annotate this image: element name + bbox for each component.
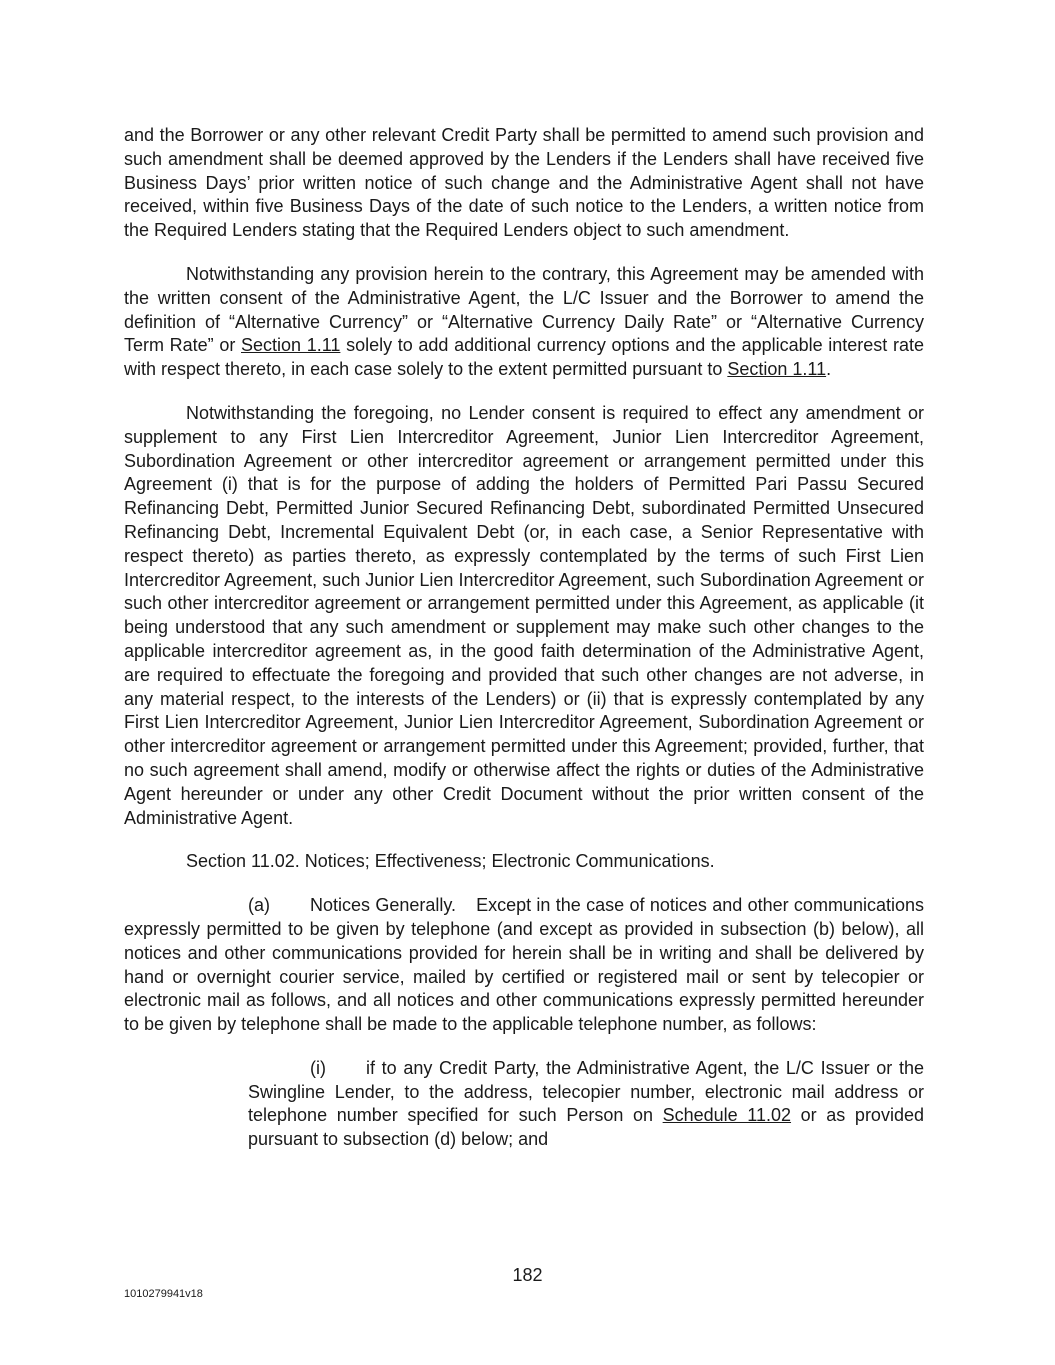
document-id: 1010279941v18 <box>124 1288 203 1300</box>
subsection-label: (a) <box>248 895 270 916</box>
paragraph-intercreditor: Notwithstanding the foregoing, no Lender consent is required to effect any amendment or supplement to any First Lien Intercreditor Agreement, Junior Lien Intercreditor Agreement, Subordination Agreement or other intercreditor agreement or arrangement permitted under this Agreement (i) that is for the purpose of adding the holders of Permitted Pari Passu Secured Refinancing Debt, Permitted Junior Secured Refinancing Debt, subordinated Permitted Unsecured Refinancing Debt, Incremental Equivalent Debt (or, in each case, a Senior Representative with respect thereto) as parties thereto, as expressly contemplated by the terms of such First Lien Intercreditor Agreement, such Junior Lien Intercreditor Agreement, such Subordination Agreement or such other intercreditor agreement or arrangement permitted under this Agreement, as applicable (it being understood that any such amendment or supplement may make such other changes to the applicable intercreditor agreement as, in the good faith determination of the Administrative Agent, are required to effectuate the foregoing and provided that such other changes are not adverse, in any material respect, to the interests of the Lenders) or (ii) that is expressly contemplated by any First Lien Intercreditor Agreement, Junior Lien Intercreditor Agreement, Subordination Agreement or other intercreditor agreement or arrangement permitted under this Agreement; provided, further, that no such agreement shall amend, modify or otherwise affect the rights or duties of the Administrative Agent hereunder or under any other Credit Document without the prior written consent of the Administrative Agent. <box>124 402 924 828</box>
paragraph-alternative-currency <box>124 263 924 382</box>
paragraph-amendment-approval: and the Borrower or any other relevant Credit Party shall be permitted to amend such provision and such amendment shall be deemed approved by the Lenders if the Lenders shall have received five Business Days’ prior written notice of such change and the Administrative Agent shall not have received, within five Business Days of the date of such notice to the Lenders, a written notice from the Required Lenders stating that the Required Lenders object to such amendment. <box>124 125 924 241</box>
page-number: 182 <box>512 1265 543 1285</box>
paragraph-text: solely to add additional currency options and the applicable interest rate with respect thereto, in each case solely to the extent permitted pursuant to <box>124 335 924 380</box>
paragraph-text: . <box>826 359 832 380</box>
schedule-reference-link: Schedule 11.02 <box>662 1105 792 1126</box>
clause-i <box>248 1057 924 1152</box>
section-reference-link: Section 1.11 <box>727 359 827 380</box>
subsection-title: Notices Generally. <box>310 895 457 916</box>
clause-text: if to any Credit Party, the Administrative Agent, the L/C Issuer or the Swingline Lender, to the address, telecopier number, electronic mail address or telephone number specified for such Person on <box>248 1057 924 1126</box>
subsection-a <box>124 894 924 1037</box>
document-page <box>124 124 924 1172</box>
paragraph-text: Notwithstanding any provision herein to the contrary, this Agreement may be amended with the written consent of the Administrative Agent, the L/C Issuer and the Borrower to amend the definition of “Alternative Currency” or “Alternative Currency Daily Rate” or “Alternative Currency Term Rate” or <box>124 263 924 356</box>
subsection-text: Except in the case of notices and other communications expressly permitted to be given by telephone (and except as provided in subsection (b) below), all notices and other communications provided for herein shall be in writing and shall be delivered by hand or overnight courier service, mailed by certified or registered mail or sent by telecopier or electronic mail as follows, and all notices and other communications expressly permitted hereunder to be given by telephone shall be made to the applicable telephone number, as follows: <box>124 895 924 1035</box>
section-heading: Section 11.02. Notices; Effectiveness; Electronic Communications. <box>186 851 715 872</box>
clause-label: (i) <box>310 1057 326 1078</box>
section-reference-link: Section 1.11 <box>241 335 341 356</box>
clause-text: or as provided pursuant to subsection (d) below; and <box>248 1105 924 1150</box>
